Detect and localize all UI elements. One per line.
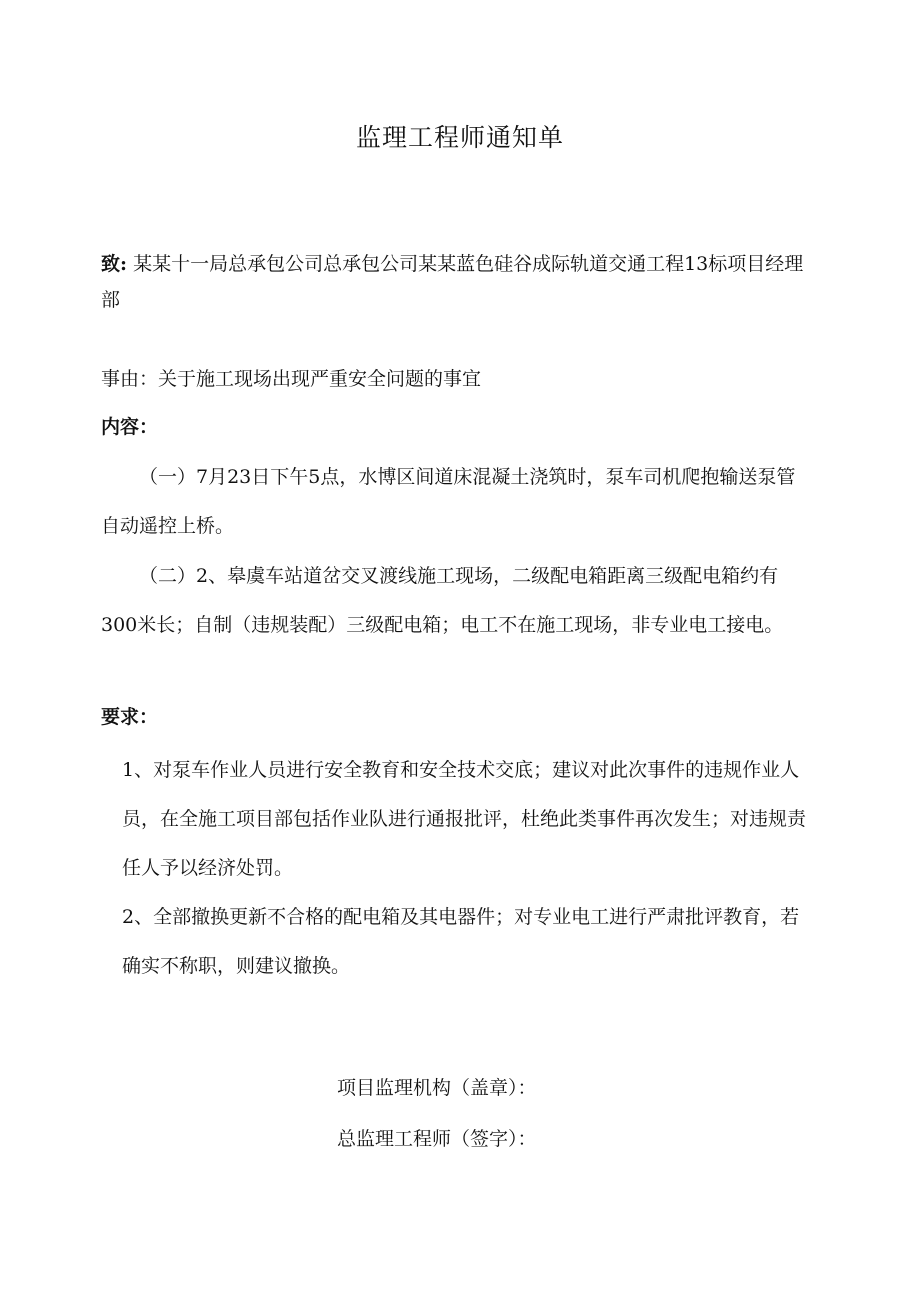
content-heading: 内容： [101, 416, 159, 438]
requirements-heading: 要求： [101, 706, 159, 728]
requirement-item-1: 1、对泵车作业人员进行安全教育和安全技术交底；建议对此次事件的违规作业人员，在全施工项目部包括作业队进行通报批评，杜绝此类事件再次发生；对违规责任人予以经济处罚。 [122, 759, 807, 879]
content-item-2: （二）2、皋虞车站道岔交叉渡线施工现场，二级配电箱距离三级配电箱约有300米长；自制（违规装配）三级配电箱；电工不在施工现场，非专业电工接电。 [101, 565, 784, 636]
recipient-text: 某某十一局总承包公司总承包公司某某蓝色硅谷成际轨道交通工程13标项目经理部 [101, 253, 804, 311]
recipient-block [101, 246, 821, 318]
subject-line: 事由：关于施工现场出现严重安全问题的事宜 [101, 368, 482, 390]
recipient-label: 致: [101, 253, 128, 275]
chief-engineer-signature-line: 总监理工程师（签字）： [337, 1128, 537, 1150]
content-item-1: （一）7月23日下午5点，水博区间道床混凝土浇筑时，泵车司机爬抱输送泵管自动遥控上桥。 [101, 466, 796, 537]
requirement-item-2: 2、全部撤换更新不合格的配电箱及其电器件；对专业电工进行严肃批评教育，若确实不称职，则建议撤换。 [122, 906, 800, 977]
supervision-seal-line: 项目监理机构（盖章）： [337, 1077, 537, 1099]
document-title: 监理工程师通知单 [355, 123, 564, 152]
